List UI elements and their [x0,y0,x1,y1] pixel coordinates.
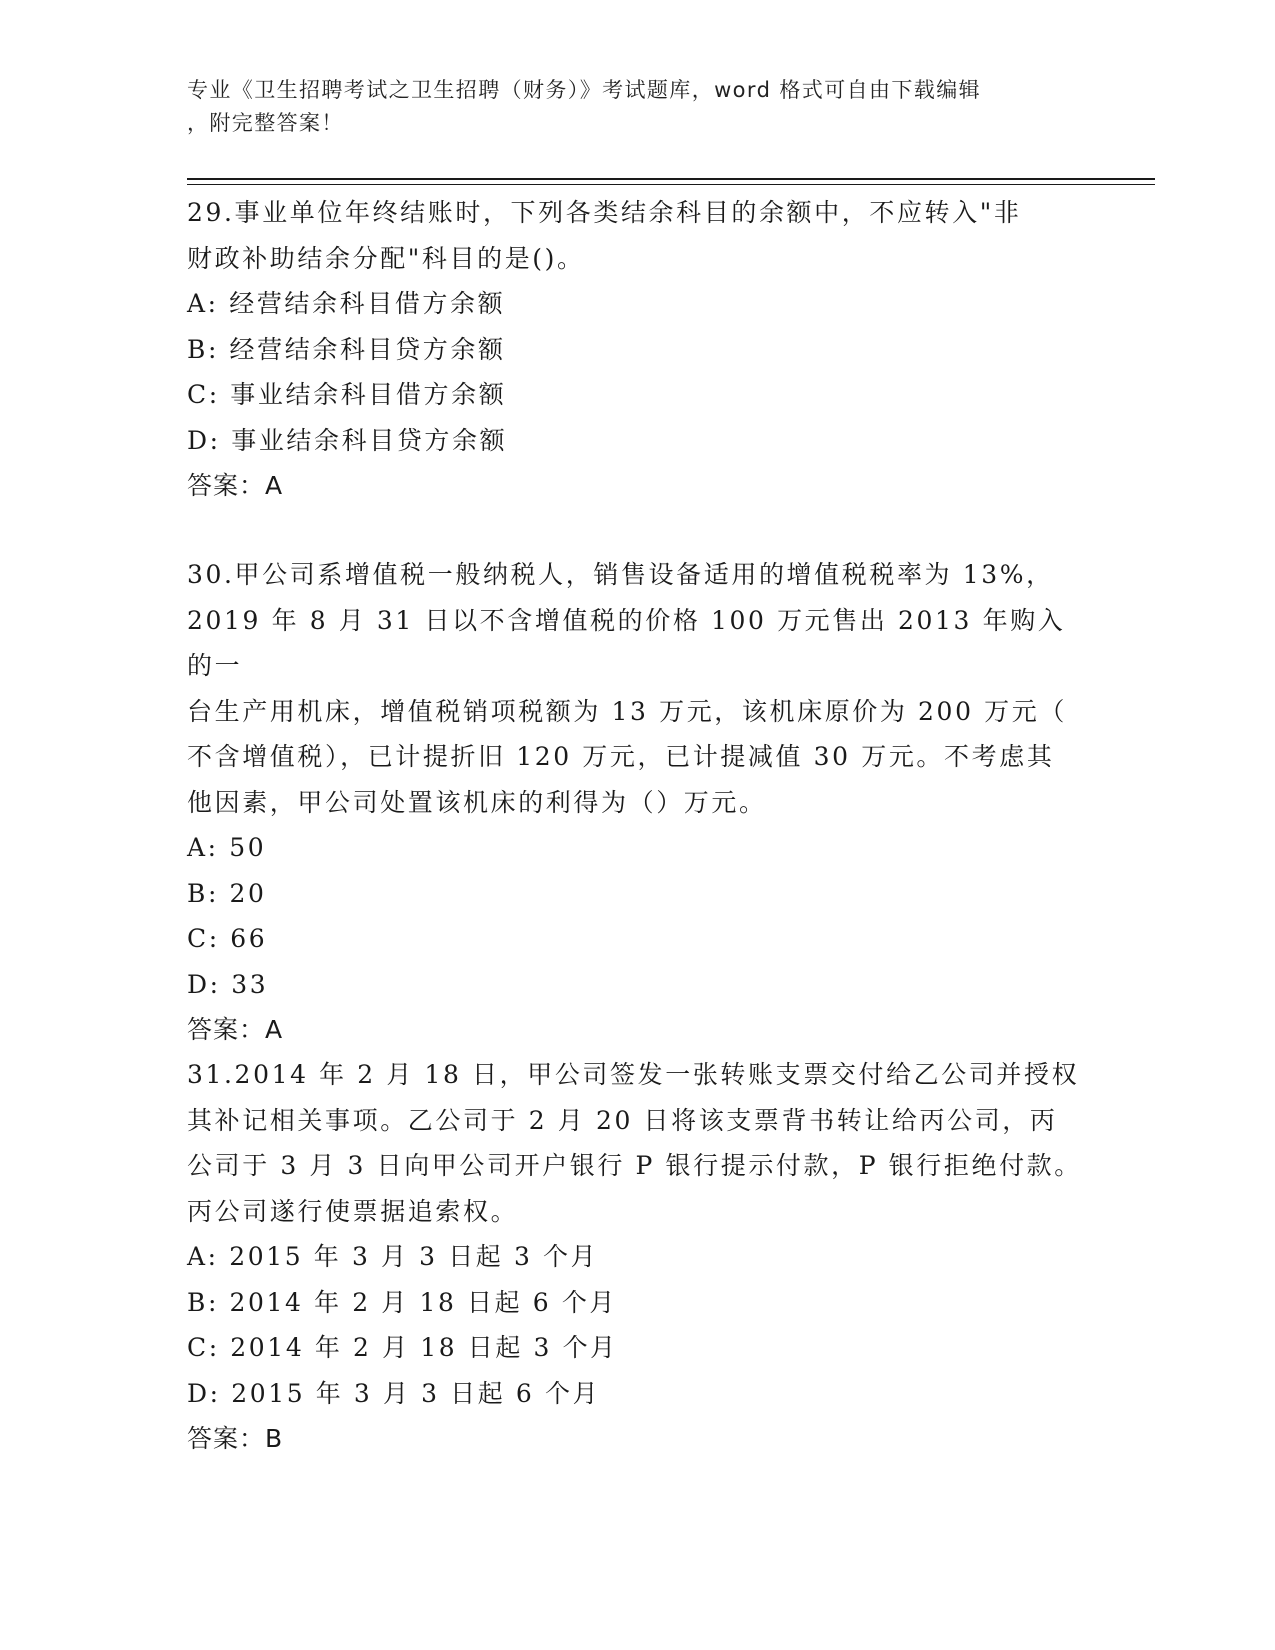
option-c: C: 事业结余科目借方余额 [187,380,507,409]
question-stem-line: 2019 年 8 月 31 日以不含增值税的价格 100 万元售出 2013 年购入的一 [187,605,1066,680]
option-a: A: 经营结余科目借方余额 [187,289,506,318]
document-header [187,74,1087,140]
question-stem-line: 不含增值税），已计提折旧 120 万元，已计提减值 30 万元。不考虑其 [187,742,1055,771]
option-b: B: 20 [187,878,267,908]
option-c: C: 2014 年 2 月 18 日起 3 个月 [187,1333,618,1362]
question-stem-line: 他因素，甲公司处置该机床的利得为（）万元。 [187,787,767,817]
answer-line: 答案：A [187,1015,284,1044]
option-a: A: 50 [187,833,267,862]
option-b: B: 经营结余科目贷方余额 [187,334,506,364]
header-line-1: 专业《卫生招聘考试之卫生招聘（财务）》考试题库，word 格式可自由下载编辑 [187,78,981,102]
question-stem-line: 其补记相关事项。乙公司于 2 月 20 日将该支票背书转让给丙公司，丙 [187,1105,1058,1135]
option-d: D: 2015 年 3 月 3 日起 6 个月 [187,1378,601,1408]
option-b: B: 2014 年 2 月 18 日起 6 个月 [187,1287,618,1317]
question-stem-line: 丙公司遂行使票据追索权。 [187,1196,519,1226]
option-c: C: 66 [187,924,268,953]
option-a: A: 2015 年 3 月 3 日起 3 个月 [187,1242,599,1271]
answer-line: 答案：B [187,1424,284,1453]
question-30 [187,552,1087,1053]
question-stem-line: 31.2014 年 2 月 18 日，甲公司签发一张转账支票交付给乙公司并授权 [187,1060,1080,1089]
question-29 [187,190,1087,509]
header-line-2: ，附完整答案！ [187,111,344,135]
question-stem-line: 财政补助结余分配"科目的是()。 [187,243,585,273]
question-stem-line: 台生产用机床，增值税销项税额为 13 万元，该机床原价为 200 万元（ [187,696,1067,726]
question-stem-line: 29.事业单位年终结账时，下列各类结余科目的余额中，不应转入"非 [187,198,1022,227]
question-stem-line: 30.甲公司系增值税一般纳税人，销售设备适用的增值税税率为 13%， [187,560,1054,589]
header-divider-thick [187,178,1155,180]
question-stem-line: 公司于 3 月 3 日向甲公司开户银行 P 银行提示付款，P 银行拒绝付款。 [187,1151,1082,1180]
option-d: D: 事业结余科目贷方余额 [187,425,508,455]
option-d: D: 33 [187,969,269,999]
question-31 [187,1052,1087,1462]
header-divider-thin [187,184,1155,185]
answer-line: 答案：A [187,471,284,500]
